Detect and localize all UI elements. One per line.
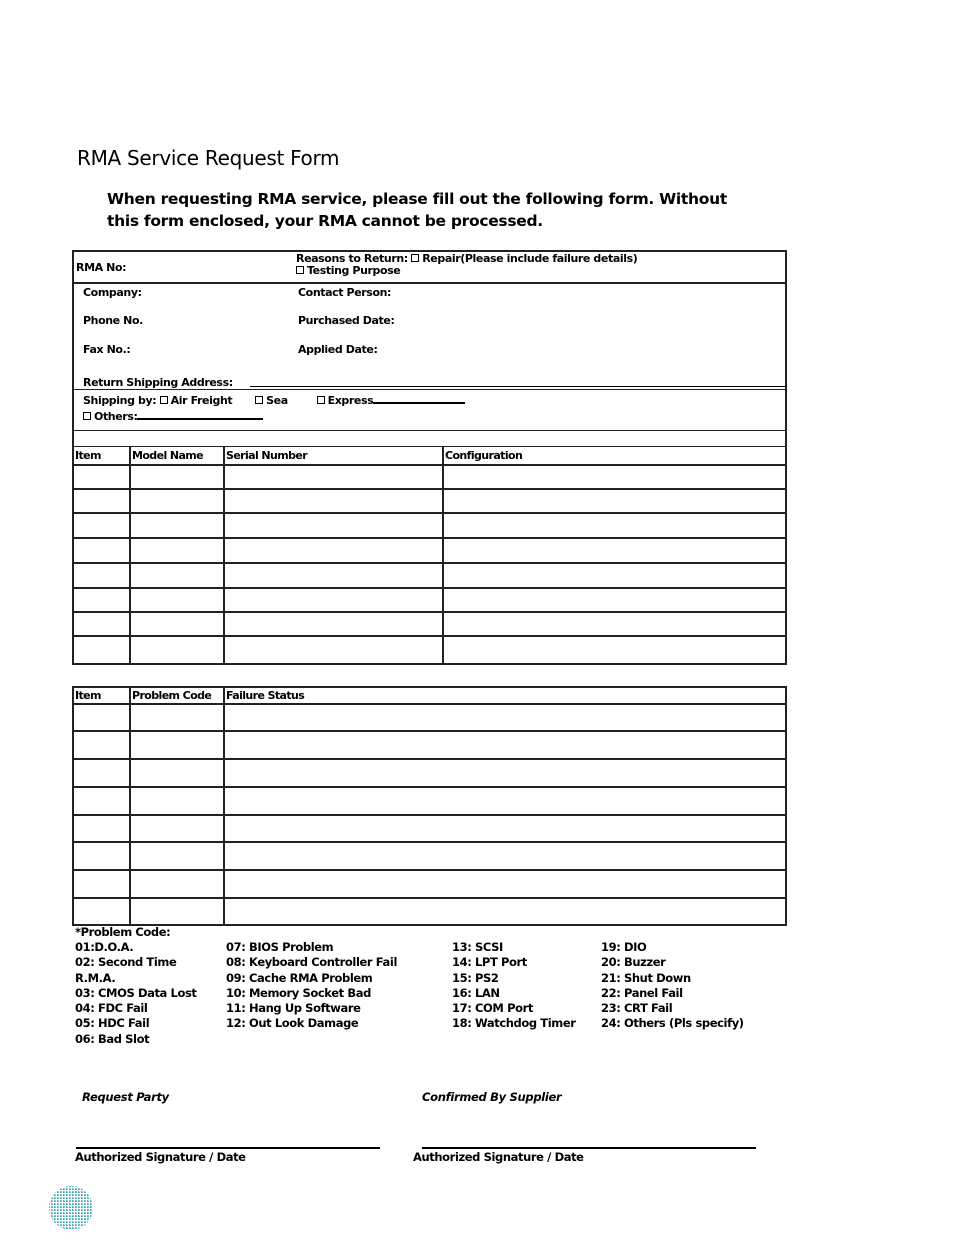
page-title: RMA Service Request Form [77, 146, 340, 170]
sea-label: Sea [266, 394, 288, 407]
supplier-signature-line[interactable] [422, 1147, 756, 1149]
testing-purpose-checkbox[interactable] [296, 266, 304, 274]
problem-code: 17: COM Port [452, 1001, 533, 1016]
column-header-failure-status: Failure Status [226, 689, 305, 702]
problem-code: 05: HDC Fail [75, 1016, 150, 1031]
table-row[interactable] [74, 635, 785, 637]
problems-table [72, 686, 787, 926]
column-header-item: Item [75, 689, 101, 702]
fax-label: Fax No.: [83, 343, 131, 356]
table-row[interactable] [74, 464, 785, 466]
request-party-signature-line[interactable] [76, 1147, 380, 1149]
table-row[interactable] [74, 488, 785, 490]
confirmed-by-supplier-label: Confirmed By Supplier [422, 1090, 562, 1104]
applied-date-label: Applied Date: [298, 343, 378, 356]
table-row[interactable] [74, 562, 785, 564]
others-label: Others: [94, 410, 138, 423]
problem-code: 16: LAN [452, 985, 500, 1000]
column-header-problem-code: Problem Code [132, 689, 212, 702]
express-field[interactable] [373, 392, 465, 404]
problem-code: 09: Cache RMA Problem [226, 970, 373, 985]
intro-line-2: this form enclosed, your RMA cannot be processed. [107, 212, 543, 230]
express-checkbox[interactable] [317, 396, 325, 404]
problem-code: 06: Bad Slot [75, 1031, 150, 1046]
repair-checkbox[interactable] [411, 254, 419, 262]
intro-line-1: When requesting RMA service, please fill out the following form. Without [107, 190, 727, 208]
return-address-field[interactable] [250, 386, 785, 387]
others-field[interactable] [137, 408, 263, 420]
reasons-to-return [296, 253, 637, 277]
express-label: Express [327, 394, 374, 407]
column-header-serial-number: Serial Number [226, 449, 308, 462]
column-separator [129, 688, 131, 924]
items-table [74, 446, 785, 663]
rma-no-label: RMA No: [76, 261, 127, 274]
customer-info-box [72, 250, 787, 665]
column-separator [223, 446, 225, 663]
problem-code: 21: Shut Down [601, 970, 691, 985]
purchased-date-label: Purchased Date: [298, 314, 395, 327]
reasons-label: Reasons to Return: [296, 252, 408, 265]
request-party-signature-caption: Authorized Signature / Date [75, 1150, 246, 1164]
column-separator [442, 446, 444, 663]
column-header-item: Item [75, 449, 101, 462]
problem-code-col-1 [75, 940, 197, 1047]
problem-code: 14: LPT Port [452, 955, 527, 970]
divider [74, 389, 785, 390]
table-row[interactable] [74, 786, 785, 788]
table-row[interactable] [74, 611, 785, 613]
company-label: Company: [83, 286, 142, 299]
sea-checkbox[interactable] [255, 396, 263, 404]
problem-code-heading: *Problem Code: [75, 925, 171, 939]
problem-code: R.M.A. [75, 970, 116, 985]
problem-code-col-2 [226, 940, 397, 1032]
phone-label: Phone No. [83, 314, 143, 327]
table-row[interactable] [74, 703, 785, 705]
shipping-by-row [83, 392, 465, 407]
table-row[interactable] [74, 841, 785, 843]
column-separator [223, 688, 225, 924]
supplier-signature-caption: Authorized Signature / Date [413, 1150, 584, 1164]
problem-code-col-3 [452, 940, 576, 1032]
problem-code: 12: Out Look Damage [226, 1016, 359, 1031]
testing-option-label: Testing Purpose [307, 264, 401, 277]
globe-logo-icon [48, 1185, 94, 1231]
column-header-model-name: Model Name [132, 449, 203, 462]
problem-code: 04: FDC Fail [75, 1001, 148, 1016]
table-row[interactable] [74, 587, 785, 589]
table-row[interactable] [74, 814, 785, 816]
problem-code: 24: Others (Pls specify) [601, 1016, 744, 1031]
column-header-configuration: Configuration [445, 449, 523, 462]
problem-code: 11: Hang Up Software [226, 1001, 361, 1016]
contact-person-label: Contact Person: [298, 286, 392, 299]
problem-code: 23: CRT Fail [601, 1001, 673, 1016]
problem-code: 22: Panel Fail [601, 985, 683, 1000]
divider [74, 282, 785, 284]
table-row[interactable] [74, 897, 785, 899]
problem-code: 15: PS2 [452, 970, 499, 985]
table-row[interactable] [74, 537, 785, 539]
intro-text [107, 188, 787, 232]
problem-code: 03: CMOS Data Lost [75, 985, 197, 1000]
others-row [83, 408, 263, 423]
air-freight-label: Air Freight [170, 394, 233, 407]
table-row[interactable] [74, 758, 785, 760]
table-row[interactable] [74, 869, 785, 871]
problem-code: 07: BIOS Problem [226, 940, 334, 954]
table-row[interactable] [74, 512, 785, 514]
problem-code: 01:D.O.A. [75, 940, 134, 954]
column-separator [129, 446, 131, 663]
table-row[interactable] [74, 730, 785, 732]
repair-option-label: Repair(Please include failure details) [422, 252, 638, 265]
problem-code: 08: Keyboard Controller Fail [226, 955, 397, 970]
others-checkbox[interactable] [83, 412, 91, 420]
problem-code: 19: DIO [601, 940, 647, 954]
problem-code-col-4 [601, 940, 744, 1032]
air-freight-checkbox[interactable] [160, 396, 168, 404]
problem-code: 20: Buzzer [601, 955, 666, 970]
problem-code: 02: Second Time [75, 955, 177, 970]
problem-code: 10: Memory Socket Bad [226, 985, 371, 1000]
problem-code: 18: Watchdog Timer [452, 1016, 576, 1031]
return-address-label: Return Shipping Address: [83, 376, 233, 389]
request-party-label: Request Party [82, 1090, 169, 1104]
divider [74, 430, 785, 431]
return-address-row [83, 376, 233, 389]
problem-code: 13: SCSI [452, 940, 503, 954]
shipping-by-label: Shipping by: [83, 394, 157, 407]
